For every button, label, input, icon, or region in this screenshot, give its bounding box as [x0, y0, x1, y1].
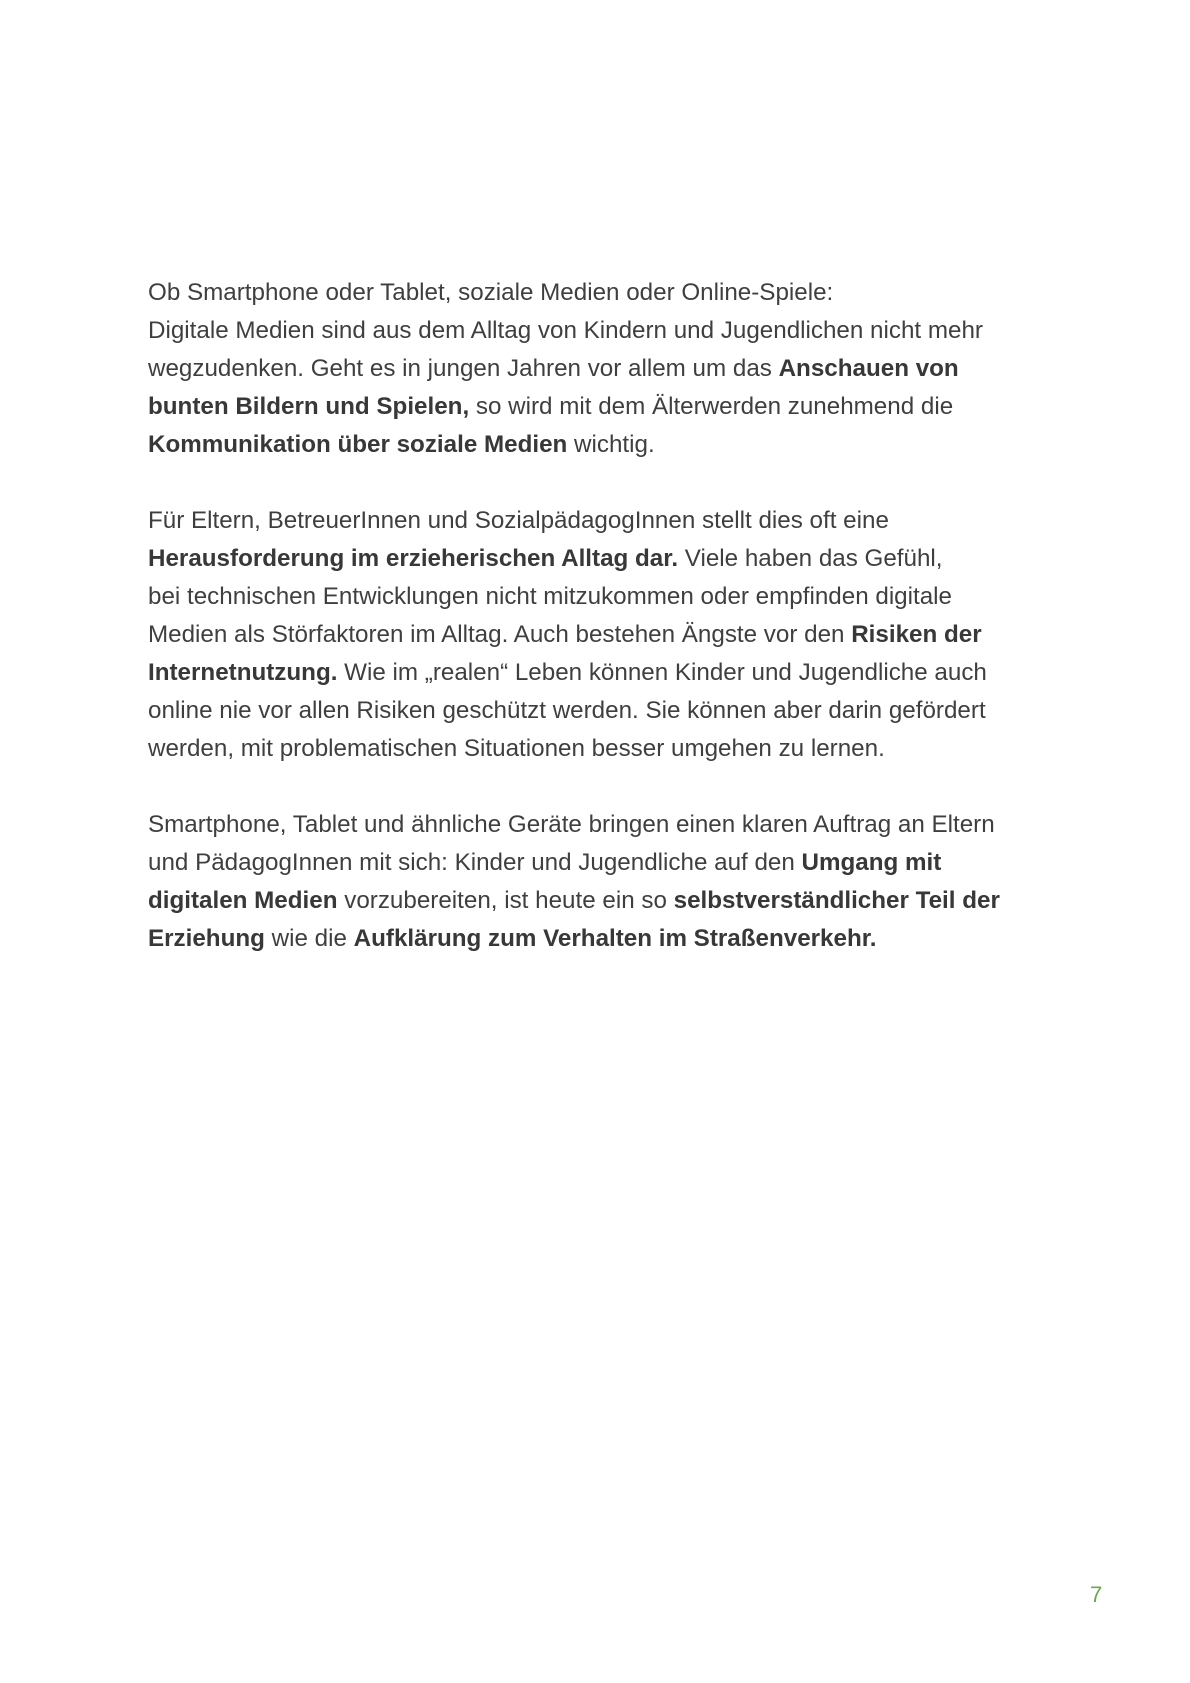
text-line: [148, 388, 1088, 426]
text-segment: bei technischen Entwicklungen nicht mitzukommen oder empfinden digitale: [148, 583, 953, 610]
text-line: [148, 692, 1088, 730]
paragraph: [148, 502, 1088, 768]
text-line: [148, 844, 1088, 882]
body-text: [148, 274, 1088, 996]
text-line: [148, 806, 1088, 844]
text-line: [148, 616, 1088, 654]
text-line: [148, 654, 1088, 692]
text-line: [148, 882, 1088, 920]
paragraph: [148, 806, 1088, 958]
text-line: [148, 578, 1088, 616]
bold-text: Kommunikation über soziale Medien: [148, 431, 568, 458]
text-line: [148, 502, 1088, 540]
text-segment: wie die: [264, 925, 354, 952]
text-segment: Ob Smartphone oder Tablet, soziale Medien oder Online-Spiele:: [148, 279, 834, 306]
text-segment: Wie im „realen“ Leben können Kinder und Jugendliche auch: [337, 659, 987, 686]
bold-text: Internetnutzung.: [148, 659, 338, 686]
text-segment: wegzudenken. Geht es in jungen Jahren vor allem um das: [148, 355, 779, 382]
text-segment: und PädagogInnen mit sich: Kinder und Jugendliche auf den: [148, 849, 802, 876]
bold-text: Umgang mit: [801, 849, 942, 876]
text-line: [148, 274, 1088, 312]
text-segment: werden, mit problematischen Situationen besser umgehen zu lernen.: [148, 735, 885, 762]
bold-text: bunten Bildern und Spielen,: [148, 393, 470, 420]
bold-text: Anschauen von: [778, 355, 959, 382]
text-line: [148, 730, 1088, 768]
text-segment: Viele haben das Gefühl,: [678, 545, 943, 572]
text-line: [148, 920, 1088, 958]
text-line: [148, 540, 1088, 578]
text-segment: Für Eltern, BetreuerInnen und SozialpädagogInnen stellt dies oft eine: [148, 507, 889, 534]
text-line: [148, 312, 1088, 350]
bold-text: Erziehung: [148, 925, 265, 952]
text-segment: wichtig.: [567, 431, 655, 458]
text-line: [148, 350, 1088, 388]
paragraph: [148, 274, 1088, 464]
text-segment: Smartphone, Tablet und ähnliche Geräte bringen einen klaren Auftrag an Eltern: [148, 811, 995, 838]
page-number: 7: [1090, 1582, 1103, 1607]
text-line: [148, 426, 1088, 464]
text-segment: Medien als Störfaktoren im Alltag. Auch bestehen Ängste vor den: [148, 621, 852, 648]
bold-text: Risiken der: [851, 621, 982, 648]
text-segment: Digitale Medien sind aus dem Alltag von Kindern und Jugendlichen nicht mehr: [148, 317, 983, 344]
bold-text: Herausforderung im erzieherischen Alltag dar.: [148, 545, 679, 572]
bold-text: selbstverständlicher Teil der: [673, 887, 1000, 914]
text-segment: so wird mit dem Älterwerden zunehmend die: [469, 393, 954, 420]
text-segment: vorzubereiten, ist heute ein so: [337, 887, 674, 914]
bold-text: Aufklärung zum Verhalten im Straßenverkehr.: [353, 925, 877, 952]
text-segment: online nie vor allen Risiken geschützt werden. Sie können aber darin gefördert: [148, 697, 986, 724]
bold-text: digitalen Medien: [148, 887, 338, 914]
